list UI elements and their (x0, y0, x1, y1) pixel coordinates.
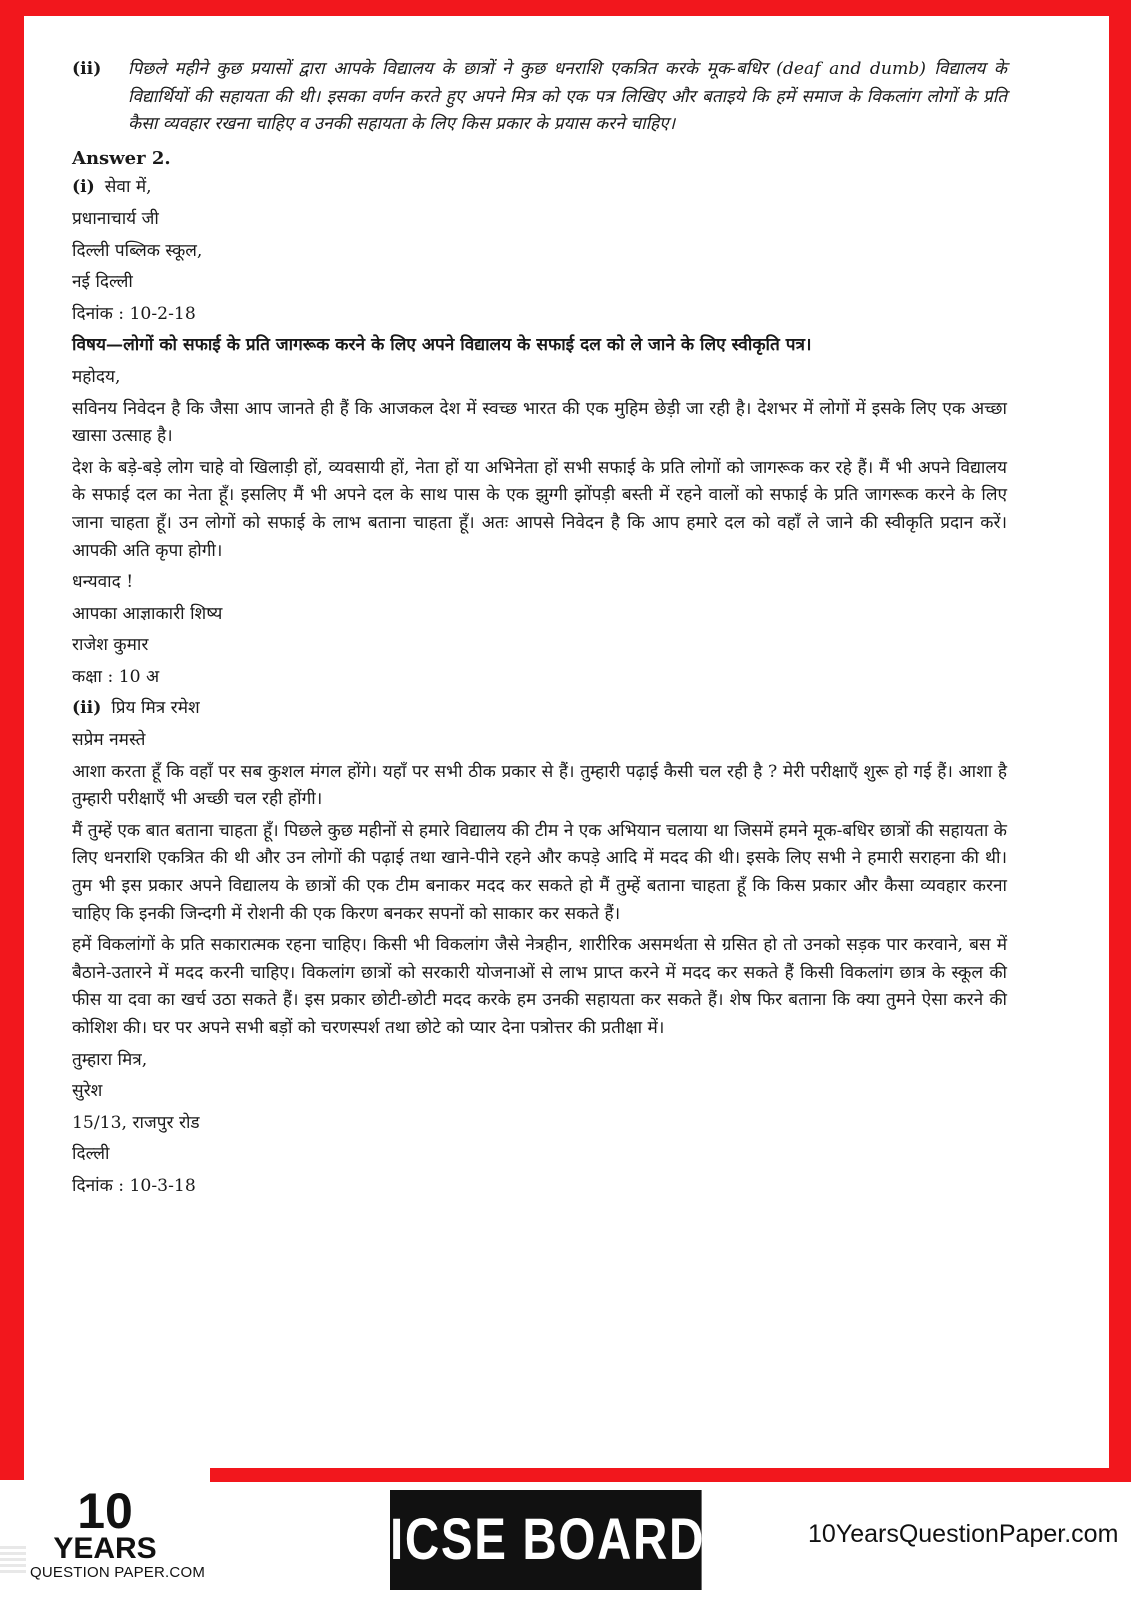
informal-letter (72, 693, 1007, 1202)
red-frame-left (0, 0, 24, 1480)
red-frame-bottom (210, 1468, 1131, 1482)
letter1-school: दिल्ली पब्लिक स्कूल, (72, 240, 203, 261)
website-link[interactable]: 10YearsQuestionPaper.com (808, 1520, 1119, 1548)
letter2-city: दिल्ली (72, 1144, 110, 1165)
letter1-paragraph-1: सविनय निवेदन है कि जैसा आप जानते ही हैं कि आजकल देश में स्वच्छ भारत की एक मुहिम छेड़ी जा रही है। देशभर में लोगों में इसके लिए एक अच्छा खासा उत्साह है। (72, 398, 1007, 447)
letter1-to-line (72, 172, 1007, 204)
logo-subtitle: QUESTION PAPER.COM (30, 1564, 206, 1581)
letter2-paragraph-3: हमें विकलांगों के प्रति सकारात्मक रहना चाहिए। किसी भी विकलांग जैसे नेत्रहीन, शारीरिक असमर्थता से ग्रसित हो तो उनको सड़क पार करवाने, बस में बैठाने-उतारने में मदद करनी चाहिए। विकलांग छात्रों को सरकारी योजनाओं से लाभ प्राप्त करने में मदद कर सकते हैं किसी विकलांग छात्र के स्कूल की फीस या दवा का खर्च उठा सकते हैं। इस प्रकार छोटी-छोटी मदद करके हम उनकी सहायता कर सकते हैं। शेष फिर बताना कि क्या तुमने ऐसा करने की कोशिश की। घर पर अपने सभी बड़ों को चरणस्पर्श तथा छोटे को प्यार देना पत्रोत्तर की प्रतीक्षा में। (72, 935, 1007, 1038)
letter1-recipient: प्रधानाचार्य जी (72, 208, 159, 229)
answer-heading: Answer 2. (72, 147, 171, 169)
letter1-date: दिनांक : 10-2-18 (72, 303, 196, 324)
decorative-stripes (0, 1546, 26, 1574)
letter2-closing: तुम्हारा मित्र, (72, 1049, 148, 1070)
document-body (72, 56, 1007, 1203)
letter2-address: 15/13, राजपुर रोड (72, 1112, 200, 1133)
letter1-salutation: सेवा में, (104, 177, 152, 198)
page-footer (0, 1482, 1131, 1600)
letter2-greeting: प्रिय मित्र रमेश (111, 698, 200, 719)
letter1-closing: आपका आज्ञाकारी शिष्य (72, 603, 223, 624)
letter1-subject: विषय—लोगों को सफाई के प्रति जागरूक करने के लिए अपने विद्यालय के सफाई दल को ले जाने के लिए स्वीकृति पत्र। (72, 335, 812, 356)
red-frame-top (0, 0, 1131, 16)
question-text: पिछले महीने कुछ प्रयासों द्वारा आपके विद्यालय के छात्रों ने कुछ धनराशि एकत्रित करके मूक-बधिर (deaf and dumb) विद्यालय के विद्यार्थियों की सहायता की थी। इसका वर्णन करते हुए अपने मित्र को एक पत्र लिखिए और बताइये कि हमें समाज के विकलांग लोगों के प्रति कैसा व्यवहार रखना चाहिए व उनकी सहायता के लिए किस प्रकार के प्रयास करने चाहिए। (128, 59, 1007, 135)
letter1-class: कक्षा : 10 अ (72, 666, 160, 687)
letter2-paragraph-2: मैं तुम्हें एक बात बताना चाहता हूँ। पिछले कुछ महीनों से हमारे विद्यालय की टीम ने एक अभियान चलाया था जिसमें हमने मूक-बधिर छात्रों की सहायता के लिए धनराशि एकत्रित की थी और उन लोगों की पढ़ाई तथा खाने-पीने रहने और कपड़े आदि में मदद की थी। इसके लिए सभी ने हमारी सराहना की थी। तुम भी इस प्रकार अपने विद्यालय के छात्रों की एक टीम बनाकर मदद कर सकते हो मैं तुम्हें बताना चाहता हूँ कि किस प्रकार और कैसा व्यवहार करना चाहिए कि इनकी जिन्दगी में रोशनी की एक किरण बनकर सपनों को साकार कर सकते हैं। (72, 820, 1008, 924)
letter2-paragraph-1: आशा करता हूँ कि वहाँ पर सब कुशल मंगल होंगे। यहाँ पर सभी ठीक प्रकार से हैं। तुम्हारी पढ़ाई कैसी चल रही है ? मेरी परीक्षाएँ शुरू हो गई हैं। आशा है तुम्हारी परीक्षाएँ भी अच्छी चल रही होंगी। (72, 761, 1007, 810)
question-number: (ii) (72, 59, 102, 79)
letter1-number: (i) (72, 177, 95, 198)
letter1-thanks: धन्यवाद ! (72, 572, 134, 593)
letter1-paragraph-2: देश के बड़े-बड़े लोग चाहे वो खिलाड़ी हों, व्यवसायी हों, नेता हों या अभिनेता हों सभी सफाई के प्रति लोगों को जागरूक कर रहे हैं। मैं भी अपने विद्यालय के सफाई दल का नेता हूँ। इसलिए मैं भी अपने दल के साथ पास के एक झुग्गी झोंपड़ी बस्ती में रहने वालों को सफाई के प्रति जागरूक करने के लिए जाना चाहता हूँ। उन लोगों को सफाई के लाभ बताना चाहता हूँ। अतः आपसे निवेदन है कि आप हमारे दल को वहाँ ले जाने की स्वीकृति प्रदान करें। आपकी अति कृपा होगी। (72, 457, 1007, 561)
site-logo (30, 1483, 210, 1598)
formal-letter (72, 172, 1007, 693)
board-banner: ICSE BOARD X (390, 1490, 702, 1590)
logo-years: YEARS (53, 1532, 157, 1565)
red-frame-right (1109, 0, 1131, 1480)
letter1-signature-name: राजेश कुमार (72, 635, 149, 656)
letter2-signature-name: सुरेश (72, 1081, 103, 1102)
letter2-salute: सप्रेम नमस्ते (72, 730, 146, 751)
letter2-date: दिनांक : 10-3-18 (72, 1175, 196, 1196)
question-block (72, 56, 1007, 139)
letter1-greeting: महोदय, (72, 366, 121, 387)
letter2-number: (ii) (72, 698, 102, 719)
letter1-city: नई दिल्ली (72, 272, 133, 293)
letter2-greeting-line (72, 693, 1007, 725)
logo-number: 10 (77, 1483, 133, 1539)
